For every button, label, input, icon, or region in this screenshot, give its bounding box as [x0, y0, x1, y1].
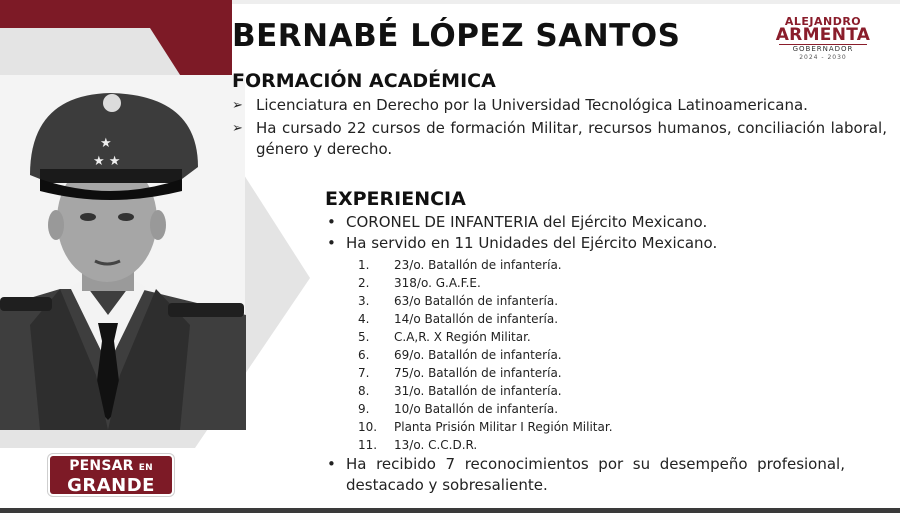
- bottom-border: [0, 508, 900, 513]
- svg-text:★ ★: ★ ★: [93, 154, 121, 169]
- unidad-text: 318/o. G.A.F.E.: [394, 276, 481, 290]
- logo-line-1: ALEJANDRO: [784, 15, 862, 28]
- formacion-item: [232, 95, 887, 116]
- unidad-number: 5.: [358, 330, 370, 344]
- formacion-item-text: Licenciatura en Derecho por la Universidad Tecnológica Latinoamericana.: [256, 96, 808, 114]
- unidad-item: [358, 382, 688, 400]
- bullet-dot-icon: •: [327, 213, 336, 231]
- unidad-number: 2.: [358, 276, 370, 290]
- unidad-text: 75/o. Batallón de infantería.: [394, 366, 562, 380]
- section-title-experiencia: EXPERIENCIA: [325, 188, 466, 210]
- unidad-number: 4.: [358, 312, 370, 326]
- badge-word-pensar: PENSAR: [69, 458, 134, 474]
- unidad-text: 31/o. Batallón de infantería.: [394, 384, 562, 398]
- formacion-item-text: Ha cursado 22 cursos de formación Militar, recursos humanos, conciliación laboral, género y derecho.: [256, 119, 887, 158]
- unidad-text: C.A,R. X Región Militar.: [394, 330, 531, 344]
- unidad-number: 11.: [358, 438, 378, 452]
- bullet-dot-icon: •: [327, 455, 336, 473]
- badge-line-1: [50, 456, 172, 477]
- experiencia-item-text: Ha servido en 11 Unidades del Ejército Mexicano.: [346, 234, 718, 252]
- unidad-text: 63/o Batallón de infantería.: [394, 294, 559, 308]
- arrow-bullet-icon: ➢: [232, 98, 243, 113]
- unidad-item: [358, 328, 688, 346]
- unidad-number: 7.: [358, 366, 370, 380]
- badge-word-grande: GRANDE: [67, 475, 155, 496]
- unidad-item: [358, 292, 688, 310]
- unidad-text: 14/o Batallón de infantería.: [394, 312, 559, 326]
- unidad-text: 13/o. C.C.D.R.: [394, 438, 478, 452]
- logo-line-3: GOBERNADOR: [779, 44, 867, 54]
- unidad-item: [358, 346, 688, 364]
- unidad-number: 9.: [358, 402, 370, 416]
- pensar-en-grande-badge: [50, 456, 172, 494]
- logo-line-2: ARMENTA: [775, 25, 871, 45]
- unidad-item: [358, 256, 688, 274]
- unidad-item: [358, 418, 688, 436]
- reconocimientos-list: [325, 454, 845, 496]
- unidad-item: [358, 364, 688, 382]
- bullet-dot-icon: •: [327, 234, 336, 252]
- unidad-item: [358, 400, 688, 418]
- experiencia-item: [325, 233, 885, 254]
- unidad-text: 10/o Batallón de infantería.: [394, 402, 559, 416]
- unidad-text: Planta Prisión Militar I Región Militar.: [394, 420, 613, 434]
- unidad-text: 69/o. Batallón de infantería.: [394, 348, 562, 362]
- unidad-number: 3.: [358, 294, 370, 308]
- unidad-number: 6.: [358, 348, 370, 362]
- person-name: BERNABÉ LÓPEZ SANTOS: [232, 18, 681, 54]
- government-logo: [773, 16, 873, 62]
- unidades-list: [358, 256, 688, 454]
- logo-line-4: 2024 - 2030: [799, 54, 847, 61]
- unidad-item: [358, 310, 688, 328]
- experiencia-item-text: CORONEL DE INFANTERIA del Ejército Mexicano.: [346, 213, 708, 231]
- unidad-text: 23/o. Batallón de infantería.: [394, 258, 562, 272]
- svg-text:★: ★: [100, 136, 112, 151]
- unidad-item: [358, 274, 688, 292]
- experiencia-list: [325, 212, 885, 254]
- badge-word-en: EN: [138, 463, 153, 473]
- section-title-formacion: FORMACIÓN ACADÉMICA: [232, 70, 496, 92]
- unidad-number: 10.: [358, 420, 378, 434]
- unidad-number: 8.: [358, 384, 370, 398]
- unidad-number: 1.: [358, 258, 370, 272]
- experiencia-item-text: Ha recibido 7 reconocimientos por su desempeño profesional, destacado y sobresaliente.: [346, 455, 845, 494]
- experiencia-item: [325, 454, 845, 496]
- formacion-list: [232, 95, 887, 160]
- experiencia-item: [325, 212, 885, 233]
- arrow-bullet-icon: ➢: [232, 121, 243, 136]
- unidad-item: [358, 436, 688, 454]
- formacion-item: [232, 118, 887, 160]
